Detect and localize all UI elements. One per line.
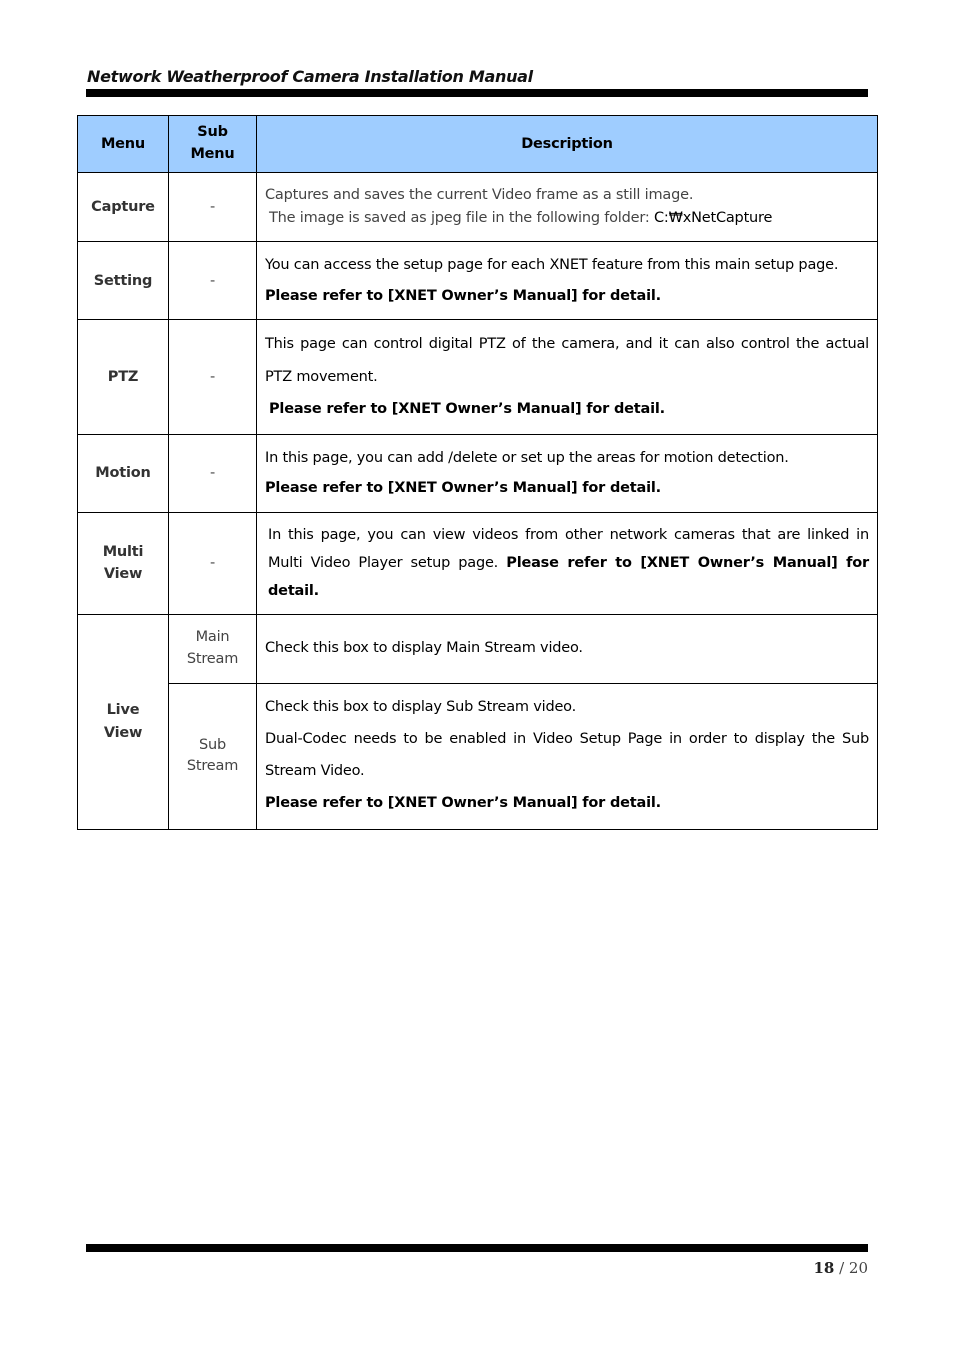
- manual-reference: Please refer to [XNET Owner’s Manual] for detail.: [265, 480, 661, 497]
- description-cell-ptz: [257, 320, 878, 435]
- column-header-sub-menu: [169, 116, 257, 173]
- description-cell-sub-stream: [257, 683, 878, 829]
- manual-reference: Please refer to [XNET Owner’s Manual] for detail.: [265, 795, 661, 812]
- description-line: Check this box to display Sub Stream video.: [265, 699, 577, 716]
- description-cell-capture: [257, 173, 878, 242]
- manual-reference: Please refer to [XNET Owner’s Manual] for detail.: [265, 287, 661, 304]
- menu-cell-live-view: [78, 614, 169, 829]
- table-header-row: [78, 116, 878, 173]
- description-line: This page can control digital PTZ of the camera, and it can also control the actual PTZ movement.: [265, 336, 869, 385]
- menu-description-table: [77, 115, 878, 830]
- description-cell-multi-view: [257, 512, 878, 614]
- menu-cell-setting: Setting: [78, 242, 169, 320]
- sub-menu-cell: -: [169, 173, 257, 242]
- manual-reference: Please refer to [XNET Owner’s Manual] for detail.: [269, 401, 665, 418]
- description-cell-main-stream: [257, 614, 878, 683]
- description-line: In this page, you can add /delete or set up the areas for motion detection.: [265, 449, 789, 466]
- menu-cell-capture: Capture: [78, 173, 169, 242]
- description-cell-setting: [257, 242, 878, 320]
- table-row: [78, 173, 878, 242]
- table-row: [78, 434, 878, 512]
- table-row: [78, 614, 878, 683]
- description-line: You can access the setup page for each XNET feature from this main setup page.: [265, 257, 839, 274]
- manual-reference: Please refer to [XNET Owner’s Manual] for detail.: [268, 555, 869, 600]
- description-line: Dual-Codec needs to be enabled in Video Setup Page in order to display the Sub Stream Video.: [265, 731, 869, 780]
- sub-menu-label-sub-stream: Sub Stream: [186, 736, 239, 775]
- footer-rule: [86, 1244, 868, 1252]
- sub-menu-cell-sub-stream: [169, 683, 257, 829]
- page-current: 18: [813, 1259, 835, 1277]
- menu-label-live-view: Live View: [103, 702, 143, 741]
- description-text: The image is saved as jpeg file in the following folder:: [269, 210, 654, 226]
- header-rule: [86, 89, 868, 97]
- sub-menu-cell: -: [169, 434, 257, 512]
- column-header-sub-menu-label: Sub Menu: [190, 124, 235, 162]
- table-row: [78, 512, 878, 614]
- menu-label-multi-view: Multi View: [102, 543, 144, 583]
- description-line: [265, 207, 869, 230]
- description-line: Check this box to display Main Stream video.: [265, 640, 583, 657]
- description-cell-motion: [257, 434, 878, 512]
- table-row: [78, 242, 878, 320]
- description-text: In this page, you can view videos from other network cameras that are linked in Multi Video Player setup page.: [268, 526, 869, 572]
- page-separator: /: [834, 1259, 849, 1277]
- page-total: 20: [848, 1259, 868, 1277]
- table-row: [78, 683, 878, 829]
- menu-cell-motion: Motion: [78, 434, 169, 512]
- description-line: [268, 521, 869, 606]
- page-number: [813, 1259, 868, 1277]
- sub-menu-cell: -: [169, 242, 257, 320]
- document-title: Network Weatherproof Camera Installation Manual: [87, 67, 533, 86]
- table-row: [78, 320, 878, 435]
- sub-menu-label-main-stream: Main Stream: [186, 629, 239, 667]
- sub-menu-cell: -: [169, 320, 257, 435]
- column-header-menu: Menu: [78, 116, 169, 173]
- description-line: Captures and saves the current Video frame as a still image.: [265, 186, 694, 203]
- sub-menu-cell-main-stream: [169, 614, 257, 683]
- capture-folder-path: C:₩xNetCapture: [653, 210, 773, 226]
- menu-cell-ptz: PTZ: [78, 320, 169, 435]
- column-header-description: Description: [257, 116, 878, 173]
- menu-cell-multi-view: [78, 512, 169, 614]
- sub-menu-cell: -: [169, 512, 257, 614]
